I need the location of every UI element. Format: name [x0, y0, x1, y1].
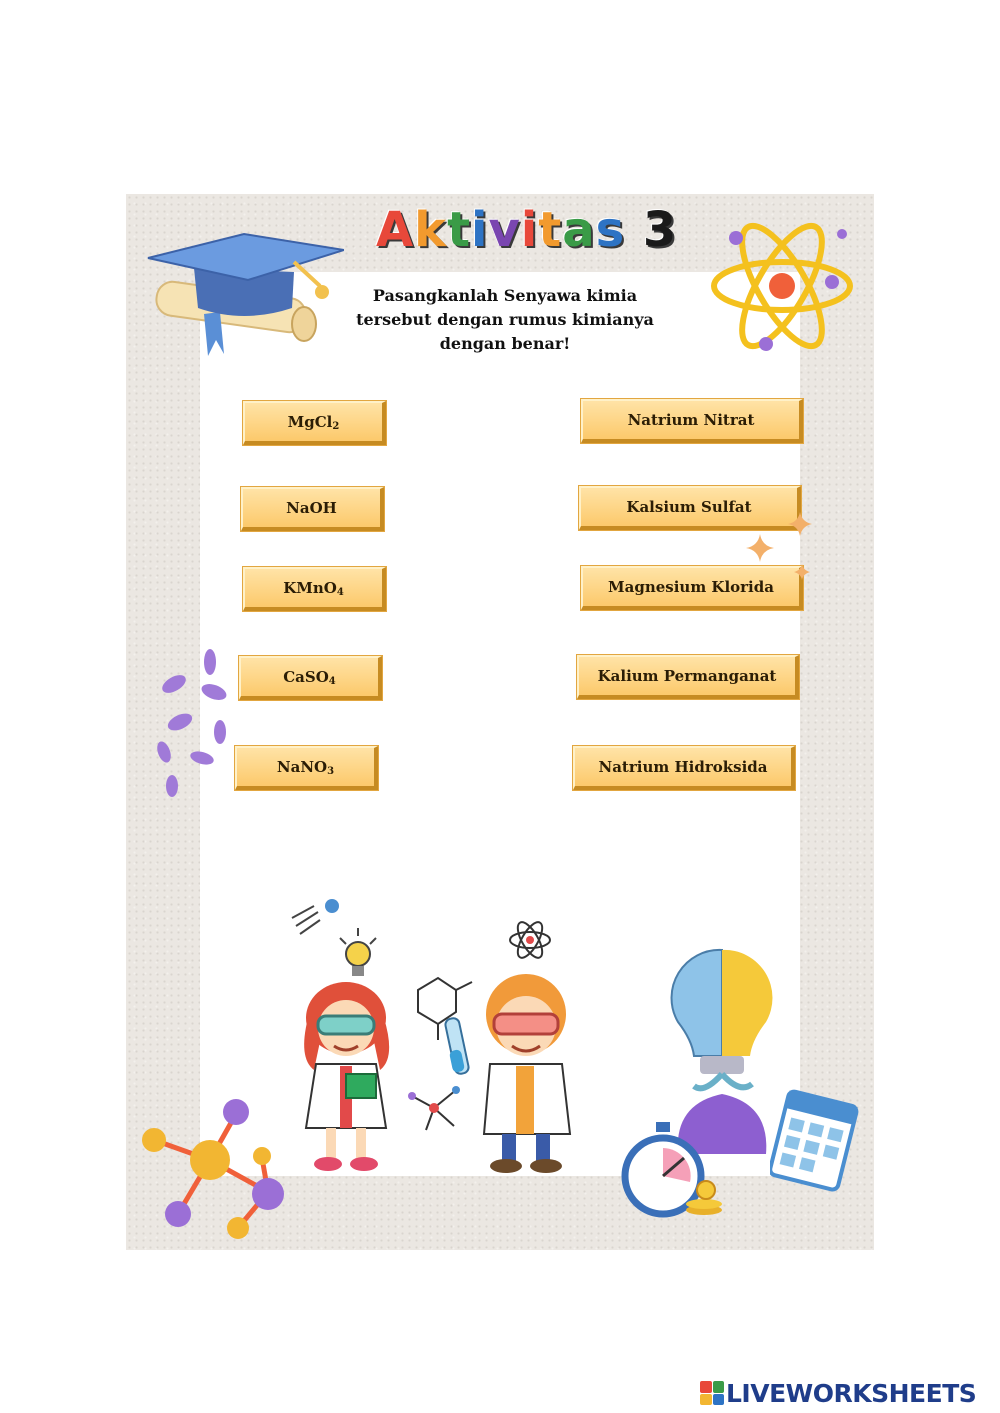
molecule-icon	[398, 920, 558, 1140]
title-letter: 3	[642, 202, 678, 258]
name-card-natrium-nitrat[interactable]	[581, 399, 803, 443]
formula-base: KMnO	[283, 579, 337, 597]
name-card-natrium-hidroksida[interactable]	[573, 746, 795, 790]
formula-card-caso4[interactable]	[239, 656, 382, 700]
compound-name: Kalsium Sulfat	[626, 498, 752, 516]
instruction-text	[330, 284, 680, 356]
purple-petals-icon	[150, 646, 240, 802]
formula-base: NaOH	[286, 499, 337, 517]
instruction-line-3: dengan benar!	[439, 334, 571, 353]
logo-square	[700, 1394, 712, 1406]
sparkle-icon	[742, 508, 814, 588]
compound-name: Natrium Nitrat	[627, 411, 755, 429]
formula-subscript: 2	[332, 420, 340, 432]
worksheet-title	[376, 200, 676, 260]
title-letter: i	[520, 202, 539, 258]
logo-square	[713, 1394, 725, 1406]
title-letter: k	[414, 202, 448, 258]
liveworksheets-wordmark: LIVEWORKSHEETS	[726, 1378, 977, 1408]
light-bulb-icon	[288, 898, 398, 982]
title-letter: A	[376, 202, 415, 258]
title-letter: s	[595, 202, 626, 258]
compound-name: Natrium Hidroksida	[598, 758, 768, 776]
formula-base: NaNO	[276, 758, 328, 776]
instruction-line-2: tersebut dengan rumus kimianya	[356, 310, 654, 329]
formula-base: MgCl	[287, 413, 333, 431]
instruction-line-1: Pasangkanlah Senyawa kimia	[372, 286, 638, 305]
formula-subscript: 3	[327, 765, 335, 777]
logo-square	[700, 1381, 712, 1393]
formula-subscript: 4	[328, 675, 336, 687]
title-letter: i	[471, 202, 489, 258]
scientist-girl-icon	[298, 978, 402, 1174]
formula-subscript: 4	[336, 586, 344, 598]
atom-icon	[706, 214, 858, 354]
title-letter: t	[538, 202, 563, 258]
coins-icon	[684, 1180, 724, 1216]
formula-base: CaSO	[283, 668, 329, 686]
formula-card-naoh[interactable]	[241, 487, 384, 531]
title-letter: v	[488, 202, 521, 258]
compound-name: Kalium Permanganat	[597, 667, 777, 685]
compound-name: Magnesium Klorida	[608, 578, 774, 596]
graduation-cap-icon	[144, 228, 344, 358]
logo-square	[713, 1381, 725, 1393]
formula-card-nano3[interactable]	[235, 746, 378, 790]
name-card-kalium-permanganat[interactable]	[577, 655, 799, 699]
calendar-icon	[770, 1084, 860, 1200]
formula-card-kmno4[interactable]	[243, 567, 386, 611]
liveworksheets-logo-icon	[700, 1381, 724, 1405]
title-letter	[625, 202, 643, 258]
molecule-icon	[136, 1098, 286, 1248]
title-letter: t	[447, 202, 472, 258]
formula-card-mgcl2[interactable]	[243, 401, 386, 445]
title-letter: a	[562, 202, 596, 258]
liveworksheets-logo	[700, 1377, 976, 1409]
